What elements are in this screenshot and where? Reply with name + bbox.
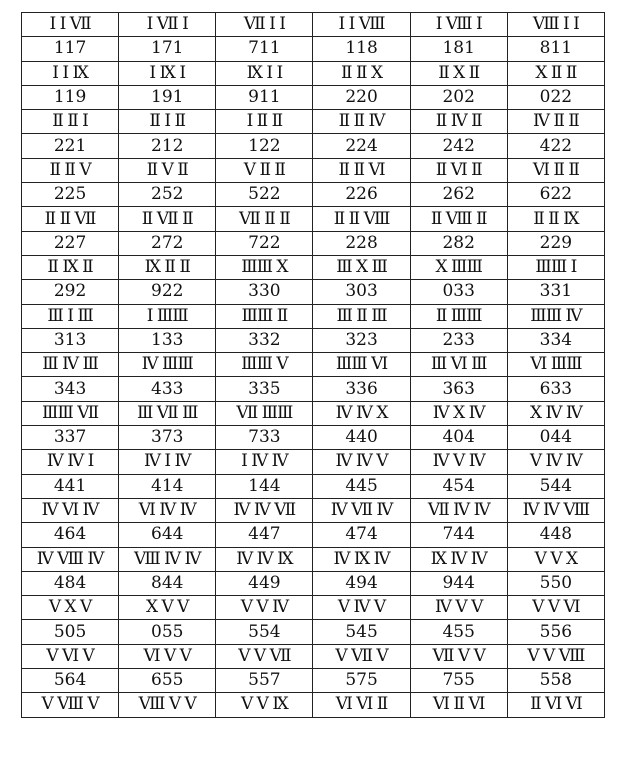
table-cell: 171 bbox=[119, 37, 216, 61]
table-cell: Ⅳ Ⅳ Ⅰ bbox=[22, 450, 119, 474]
roman-numeral-row bbox=[22, 207, 605, 231]
table-cell: 323 bbox=[313, 328, 410, 352]
table-cell: Ⅹ Ⅳ Ⅳ bbox=[507, 401, 604, 425]
table-cell: Ⅳ Ⅴ Ⅳ bbox=[410, 450, 507, 474]
table-cell: Ⅹ Ⅴ Ⅴ bbox=[119, 596, 216, 620]
table-cell: Ⅴ Ⅹ Ⅴ bbox=[22, 596, 119, 620]
table-cell: Ⅳ Ⅶ Ⅳ bbox=[313, 498, 410, 522]
table-cell: Ⅸ Ⅳ Ⅳ bbox=[410, 547, 507, 571]
roman-numeral-row bbox=[22, 498, 605, 522]
table-cell: Ⅴ Ⅷ Ⅴ bbox=[22, 693, 119, 717]
roman-numeral-row bbox=[22, 255, 605, 279]
table-cell: Ⅵ ⅢⅢ bbox=[507, 353, 604, 377]
table-cell: Ⅱ Ⅷ Ⅱ bbox=[410, 207, 507, 231]
table-cell: Ⅳ Ⅴ Ⅴ bbox=[410, 596, 507, 620]
table-cell: Ⅴ Ⅶ Ⅴ bbox=[313, 644, 410, 668]
table-cell: Ⅱ Ⅱ Ⅷ bbox=[313, 207, 410, 231]
table-cell: 441 bbox=[22, 474, 119, 498]
table-cell: Ⅱ Ⅱ Ⅰ bbox=[22, 110, 119, 134]
roman-numeral-row bbox=[22, 450, 605, 474]
table-cell: 655 bbox=[119, 669, 216, 693]
table-cell: 844 bbox=[119, 571, 216, 595]
table-cell: Ⅰ ⅢⅢ bbox=[119, 304, 216, 328]
roman-numeral-row bbox=[22, 61, 605, 85]
table-cell: Ⅴ Ⅴ Ⅳ bbox=[216, 596, 313, 620]
table-cell: Ⅲ Ⅳ Ⅲ bbox=[22, 353, 119, 377]
table-cell: Ⅱ Ⅰ Ⅱ bbox=[119, 110, 216, 134]
table-cell: Ⅶ Ⅱ Ⅱ bbox=[216, 207, 313, 231]
table-cell: Ⅵ Ⅴ Ⅴ bbox=[119, 644, 216, 668]
table-cell: Ⅱ Ⅶ Ⅱ bbox=[119, 207, 216, 231]
roman-numeral-row bbox=[22, 13, 605, 37]
arabic-number-row bbox=[22, 280, 605, 304]
table-cell: Ⅸ Ⅱ Ⅱ bbox=[119, 255, 216, 279]
arabic-number-row bbox=[22, 620, 605, 644]
table-cell: 447 bbox=[216, 523, 313, 547]
table-cell: Ⅱ ⅢⅢ bbox=[410, 304, 507, 328]
table-cell: 229 bbox=[507, 231, 604, 255]
table-cell: Ⅵ Ⅱ Ⅱ bbox=[507, 158, 604, 182]
table-cell: Ⅰ Ⅰ Ⅶ bbox=[22, 13, 119, 37]
table-cell: 633 bbox=[507, 377, 604, 401]
arabic-number-row bbox=[22, 426, 605, 450]
table-cell: Ⅱ Ⅱ Ⅴ bbox=[22, 158, 119, 182]
table-cell: 118 bbox=[313, 37, 410, 61]
table-cell: 448 bbox=[507, 523, 604, 547]
table-cell: ⅢⅢ Ⅶ bbox=[22, 401, 119, 425]
table-cell: 117 bbox=[22, 37, 119, 61]
table-cell: 227 bbox=[22, 231, 119, 255]
table-cell: Ⅱ Ⅳ Ⅱ bbox=[410, 110, 507, 134]
table-cell: 022 bbox=[507, 85, 604, 109]
table-cell: 226 bbox=[313, 183, 410, 207]
numeral-table bbox=[21, 12, 605, 718]
table-cell: Ⅵ Ⅵ Ⅱ bbox=[313, 693, 410, 717]
table-cell: 373 bbox=[119, 426, 216, 450]
table-cell: 044 bbox=[507, 426, 604, 450]
table-cell: Ⅰ Ⅰ Ⅷ bbox=[313, 13, 410, 37]
table-cell: Ⅴ Ⅴ Ⅶ bbox=[216, 644, 313, 668]
table-cell: Ⅵ Ⅱ Ⅵ bbox=[410, 693, 507, 717]
arabic-number-row bbox=[22, 134, 605, 158]
table-cell: Ⅱ Ⅹ Ⅱ bbox=[410, 61, 507, 85]
arabic-number-row bbox=[22, 523, 605, 547]
table-cell: Ⅳ Ⅰ Ⅳ bbox=[119, 450, 216, 474]
table-cell: 228 bbox=[313, 231, 410, 255]
table-cell: Ⅶ Ⅳ Ⅳ bbox=[410, 498, 507, 522]
table-cell: 922 bbox=[119, 280, 216, 304]
table-cell: Ⅳ Ⅷ Ⅳ bbox=[22, 547, 119, 571]
roman-numeral-row bbox=[22, 547, 605, 571]
table-cell: Ⅲ Ⅱ Ⅲ bbox=[313, 304, 410, 328]
table-cell: 911 bbox=[216, 85, 313, 109]
roman-numeral-row bbox=[22, 304, 605, 328]
table-cell: 544 bbox=[507, 474, 604, 498]
table-cell: Ⅴ Ⅴ Ⅹ bbox=[507, 547, 604, 571]
roman-numeral-row bbox=[22, 353, 605, 377]
table-cell: 474 bbox=[313, 523, 410, 547]
table-cell: Ⅱ Ⅱ Ⅸ bbox=[507, 207, 604, 231]
arabic-number-row bbox=[22, 85, 605, 109]
table-cell: 944 bbox=[410, 571, 507, 595]
table-cell: 505 bbox=[22, 620, 119, 644]
table-cell: 252 bbox=[119, 183, 216, 207]
table-cell: ⅢⅢ Ⅱ bbox=[216, 304, 313, 328]
table-cell: Ⅴ Ⅳ Ⅳ bbox=[507, 450, 604, 474]
table-cell: 133 bbox=[119, 328, 216, 352]
table-cell: Ⅱ Ⅵ Ⅵ bbox=[507, 693, 604, 717]
table-cell: 337 bbox=[22, 426, 119, 450]
roman-numeral-row bbox=[22, 158, 605, 182]
table-cell: 119 bbox=[22, 85, 119, 109]
table-cell: 622 bbox=[507, 183, 604, 207]
table-cell: ⅢⅢ Ⅳ bbox=[507, 304, 604, 328]
table-cell: 755 bbox=[410, 669, 507, 693]
table-cell: 343 bbox=[22, 377, 119, 401]
table-cell: 545 bbox=[313, 620, 410, 644]
table-cell: 282 bbox=[410, 231, 507, 255]
table-cell: Ⅶ ⅢⅢ bbox=[216, 401, 313, 425]
table-cell: 557 bbox=[216, 669, 313, 693]
table-cell: 455 bbox=[410, 620, 507, 644]
table-cell: ⅢⅢ Ⅹ bbox=[216, 255, 313, 279]
table-cell: Ⅰ Ⅳ Ⅳ bbox=[216, 450, 313, 474]
table-cell: Ⅳ ⅢⅢ bbox=[119, 353, 216, 377]
table-cell: Ⅷ Ⅰ Ⅰ bbox=[507, 13, 604, 37]
table-cell: 449 bbox=[216, 571, 313, 595]
table-cell: 144 bbox=[216, 474, 313, 498]
table-cell: 225 bbox=[22, 183, 119, 207]
table-cell: 335 bbox=[216, 377, 313, 401]
table-cell: Ⅳ Ⅵ Ⅳ bbox=[22, 498, 119, 522]
table-cell: Ⅱ Ⅵ Ⅱ bbox=[410, 158, 507, 182]
table-cell: Ⅳ Ⅳ Ⅴ bbox=[313, 450, 410, 474]
arabic-number-row bbox=[22, 669, 605, 693]
table-cell: Ⅵ Ⅳ Ⅳ bbox=[119, 498, 216, 522]
table-cell: 332 bbox=[216, 328, 313, 352]
arabic-number-row bbox=[22, 377, 605, 401]
table-cell: 122 bbox=[216, 134, 313, 158]
numeral-table-body bbox=[22, 13, 605, 718]
table-cell: 522 bbox=[216, 183, 313, 207]
table-cell: 181 bbox=[410, 37, 507, 61]
table-cell: 554 bbox=[216, 620, 313, 644]
table-cell: 033 bbox=[410, 280, 507, 304]
table-cell: Ⅳ Ⅸ Ⅳ bbox=[313, 547, 410, 571]
table-cell: ⅢⅢ Ⅴ bbox=[216, 353, 313, 377]
arabic-number-row bbox=[22, 474, 605, 498]
table-cell: Ⅰ Ⅸ Ⅰ bbox=[119, 61, 216, 85]
table-cell: 454 bbox=[410, 474, 507, 498]
table-cell: 744 bbox=[410, 523, 507, 547]
table-cell: Ⅴ Ⅴ Ⅵ bbox=[507, 596, 604, 620]
table-cell: 556 bbox=[507, 620, 604, 644]
table-cell: 550 bbox=[507, 571, 604, 595]
table-cell: 733 bbox=[216, 426, 313, 450]
table-cell: 330 bbox=[216, 280, 313, 304]
arabic-number-row bbox=[22, 571, 605, 595]
table-cell: Ⅸ Ⅰ Ⅰ bbox=[216, 61, 313, 85]
table-cell: 303 bbox=[313, 280, 410, 304]
table-cell: Ⅱ Ⅱ Ⅳ bbox=[313, 110, 410, 134]
table-cell: 722 bbox=[216, 231, 313, 255]
arabic-number-row bbox=[22, 231, 605, 255]
table-cell: 336 bbox=[313, 377, 410, 401]
table-cell: 440 bbox=[313, 426, 410, 450]
roman-numeral-row bbox=[22, 693, 605, 717]
table-cell: 494 bbox=[313, 571, 410, 595]
table-cell: Ⅰ Ⅶ Ⅰ bbox=[119, 13, 216, 37]
table-cell: 422 bbox=[507, 134, 604, 158]
table-cell: 221 bbox=[22, 134, 119, 158]
table-cell: Ⅴ Ⅱ Ⅱ bbox=[216, 158, 313, 182]
table-cell: Ⅱ Ⅱ Ⅶ bbox=[22, 207, 119, 231]
table-cell: Ⅳ Ⅹ Ⅳ bbox=[410, 401, 507, 425]
arabic-number-row bbox=[22, 37, 605, 61]
table-cell: Ⅴ Ⅵ Ⅴ bbox=[22, 644, 119, 668]
table-cell: 191 bbox=[119, 85, 216, 109]
table-cell: 292 bbox=[22, 280, 119, 304]
roman-numeral-row bbox=[22, 110, 605, 134]
table-cell: Ⅱ Ⅴ Ⅱ bbox=[119, 158, 216, 182]
table-cell: 711 bbox=[216, 37, 313, 61]
arabic-number-row bbox=[22, 328, 605, 352]
table-cell: 055 bbox=[119, 620, 216, 644]
table-cell: 202 bbox=[410, 85, 507, 109]
table-cell: Ⅹ ⅢⅢ bbox=[410, 255, 507, 279]
table-cell: ⅢⅢ Ⅵ bbox=[313, 353, 410, 377]
table-cell: 242 bbox=[410, 134, 507, 158]
table-cell: Ⅲ Ⅵ Ⅲ bbox=[410, 353, 507, 377]
arabic-number-row bbox=[22, 183, 605, 207]
table-cell: 464 bbox=[22, 523, 119, 547]
table-cell: 433 bbox=[119, 377, 216, 401]
table-cell: Ⅳ Ⅳ Ⅹ bbox=[313, 401, 410, 425]
table-cell: Ⅰ Ⅱ Ⅱ bbox=[216, 110, 313, 134]
roman-numeral-row bbox=[22, 401, 605, 425]
table-cell: ⅢⅢ Ⅰ bbox=[507, 255, 604, 279]
table-cell: 363 bbox=[410, 377, 507, 401]
table-cell: 404 bbox=[410, 426, 507, 450]
table-cell: 313 bbox=[22, 328, 119, 352]
table-cell: Ⅳ Ⅳ Ⅸ bbox=[216, 547, 313, 571]
table-cell: Ⅲ Ⅰ Ⅲ bbox=[22, 304, 119, 328]
table-cell: Ⅴ Ⅴ Ⅸ bbox=[216, 693, 313, 717]
table-cell: 484 bbox=[22, 571, 119, 595]
table-cell: Ⅱ Ⅱ Ⅹ bbox=[313, 61, 410, 85]
table-cell: Ⅷ Ⅳ Ⅳ bbox=[119, 547, 216, 571]
table-cell: 414 bbox=[119, 474, 216, 498]
table-cell: Ⅴ Ⅴ Ⅷ bbox=[507, 644, 604, 668]
table-cell: Ⅲ Ⅹ Ⅲ bbox=[313, 255, 410, 279]
table-cell: Ⅱ Ⅱ Ⅵ bbox=[313, 158, 410, 182]
table-cell: Ⅱ Ⅸ Ⅱ bbox=[22, 255, 119, 279]
table-cell: 575 bbox=[313, 669, 410, 693]
table-cell: Ⅳ Ⅳ Ⅶ bbox=[216, 498, 313, 522]
table-cell: 564 bbox=[22, 669, 119, 693]
table-cell: 233 bbox=[410, 328, 507, 352]
table-cell: Ⅶ Ⅰ Ⅰ bbox=[216, 13, 313, 37]
table-cell: Ⅲ Ⅶ Ⅲ bbox=[119, 401, 216, 425]
table-cell: Ⅷ Ⅴ Ⅴ bbox=[119, 693, 216, 717]
table-cell: 272 bbox=[119, 231, 216, 255]
table-cell: 445 bbox=[313, 474, 410, 498]
table-cell: Ⅳ Ⅱ Ⅱ bbox=[507, 110, 604, 134]
table-cell: 334 bbox=[507, 328, 604, 352]
roman-numeral-row bbox=[22, 644, 605, 668]
table-cell: 262 bbox=[410, 183, 507, 207]
table-cell: Ⅹ Ⅱ Ⅱ bbox=[507, 61, 604, 85]
table-cell: Ⅶ Ⅴ Ⅴ bbox=[410, 644, 507, 668]
table-cell: Ⅰ Ⅷ Ⅰ bbox=[410, 13, 507, 37]
table-cell: 811 bbox=[507, 37, 604, 61]
table-cell: 558 bbox=[507, 669, 604, 693]
table-cell: 212 bbox=[119, 134, 216, 158]
table-cell: 644 bbox=[119, 523, 216, 547]
table-cell: Ⅳ Ⅳ Ⅷ bbox=[507, 498, 604, 522]
table-cell: Ⅴ Ⅳ Ⅴ bbox=[313, 596, 410, 620]
table-cell: Ⅰ Ⅰ Ⅸ bbox=[22, 61, 119, 85]
table-cell: 224 bbox=[313, 134, 410, 158]
roman-numeral-row bbox=[22, 596, 605, 620]
table-cell: 220 bbox=[313, 85, 410, 109]
table-cell: 331 bbox=[507, 280, 604, 304]
